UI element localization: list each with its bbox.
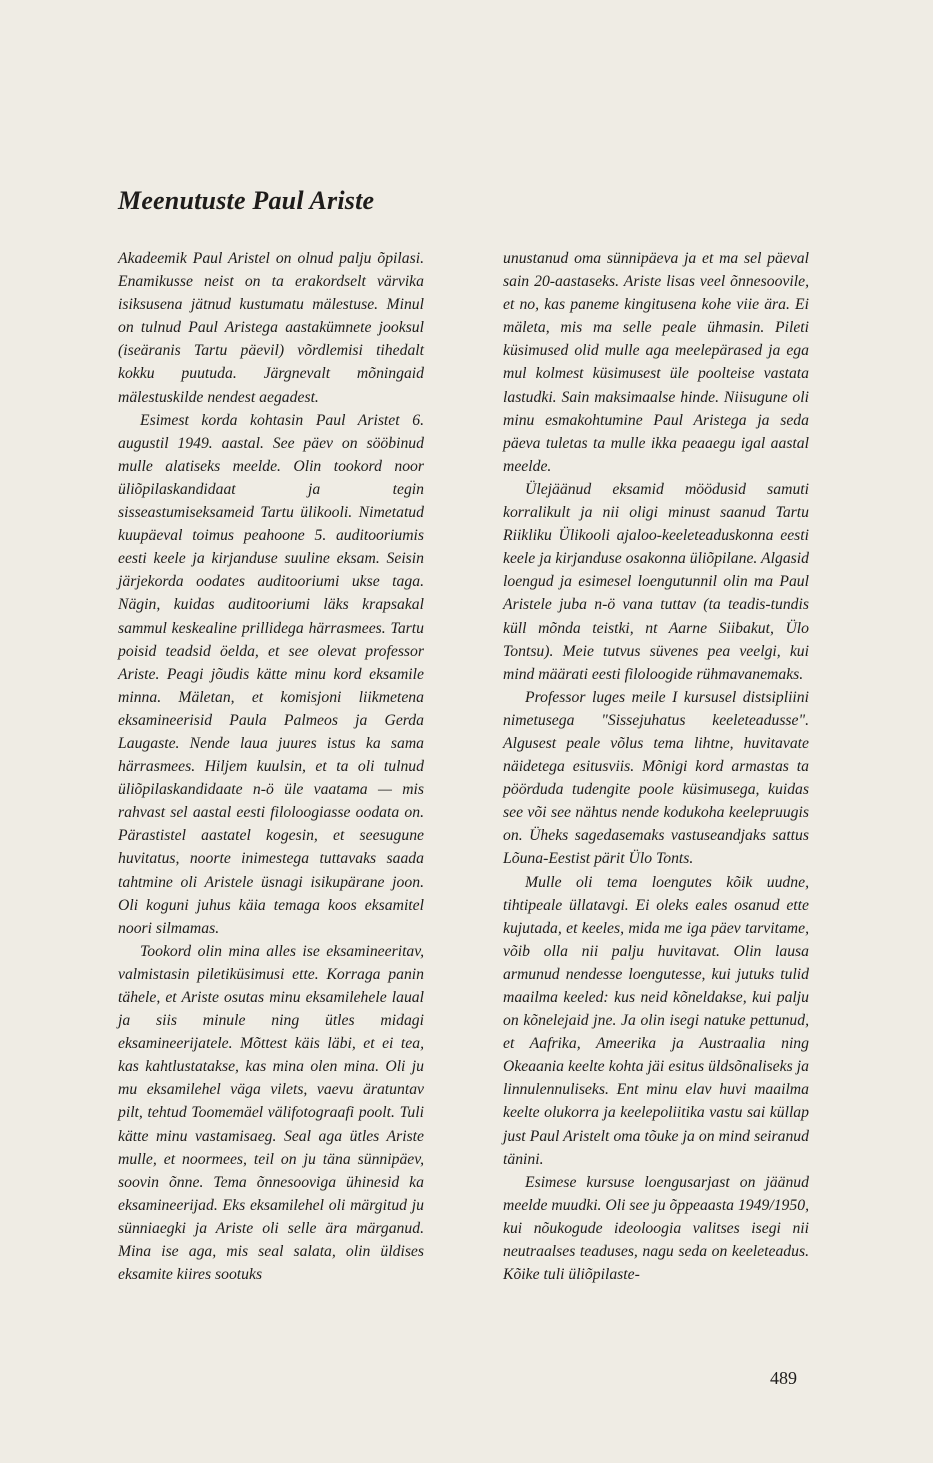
paragraph: unustanud oma sünnipäeva ja et ma sel päeval sain 20-aastaseks. Ariste lisas veel õnnesoovile, et no, kas paneme kingitusena kohe viie ära. Ei mäleta, mis ma selle peale ühmasin. Pileti küsimused olid mulle aga meelepärased ja ega mul kolmest küsimusest üle poolteise vastata lastudki. Sain maksimaalse hinde. Niisugune oli minu esmakohtumine Paul Aristega ja seda päeva tuletas ta mulle ikka peaaegu igal aastal meelde. <box>503 250 809 475</box>
left-column <box>118 247 424 1286</box>
paragraph: Esimest korda kohtasin Paul Aristet 6. augustil 1949. aastal. See päev on sööbinud mulle alatiseks meelde. Olin tookord noor üliõpilaskandidaat ja tegin sisseastumiseksameid Tartu ülikooli. Nimetatud kuupäeval toimus peahoone 5. auditooriumis eesti keele ja kirjanduse suuline eksam. Seisin järjekorda oodates auditooriumi ukse taga. Nägin, kuidas auditooriumi läks krapsakal sammul keskealine prillidega härrasmees. Tartu poisid teadsid öelda, et see olevat professor Ariste. Peagi jõudis kätte minu kord eksamile minna. Mäletan, et komisjoni liikmetena eksamineerisid Paula Palmeos ja Gerda Laugaste. Nende laua juures istus ka sama härrasmees. Hiljem kuulsin, et ta oli tulnud üliõpilaskandidaate n-ö üle vaatama — mis rahvast sel aastal eesti filoloogiasse oodata on. Pärastistel aastatel kogesin, et seesugune huvitatus, noorte inimestega tuttavaks saada tahtmine oli Aristele üsnagi isikupärane joon. Oli koguni juhus käia temaga koos eksamitel noori silmamas. <box>118 411 424 937</box>
article-title: Meenutuste Paul Ariste <box>118 186 375 215</box>
right-column <box>503 247 809 1286</box>
paragraph: Tookord olin mina alles ise eksamineeritav, valmistasin piletiküsimusi ette. Korraga panin tähele, et Ariste osutas minu eksamilehele laual ja siis minule ning ütles midagi eksamineerijatele. Mõttest käis läbi, et ei tea, kas kahtlustatakse, kas mina olen mina. Oli ju mu eksamilehel väga vilets, vaevu äratuntav pilt, tehtud Toomemäel välifotograafi poolt. Tuli kätte minu vastamisaeg. Seal aga ütles Ariste mulle, et noormees, teil on ju täna sünnipäev, soovin õnne. Tema õnnesooviga ühinesid ka eksamineerijad. Eks eksamilehel oli märgitud ju sünniaegki ja Ariste oli selle ära märganud. Mina ise aga, mis seal salata, olin üldises eksamite kiires sootuks <box>118 942 424 1284</box>
paragraph: Professor luges meile I kursusel distsipliini nimetusega "Sissejuhatus keeleteadusse". Algusest peale võlus tema lihtne, huvitavate näidetega esitusviis. Mõnigi kord armastas ta pöörduda tudengite poole küsimusega, kuidas see või see nähtus nende kodukoha keelepruugis on. Üheks sagedasemaks vastuseandjaks sattus Lõuna-Eestist pärit Ülo Tonts. <box>503 688 809 868</box>
paragraph: Akadeemik Paul Aristel on olnud palju õpilasi. Enamikusse neist on ta erakordselt värvika isiksusena jätnud kustumatu mälestuse. Minul on tulnud Paul Aristega aastakümnete jooksul (iseäranis Tartu päevil) võrdlemisi tihedalt kokku puutuda. Järgnevalt mõningaid mälestuskilde nendest aegadest. <box>118 250 424 406</box>
paragraph: Mulle oli tema loengutes kõik uudne, tihtipeale üllatavgi. Ei oleks eales osanud ette kujutada, et keeles, mida me iga päev tarvitame, võib olla nii palju huvitavat. Olin lausa armunud nendesse loengutesse, kui jutuks tulid maailma keeled: kus neid kõneldakse, kui palju on kõnelejaid jne. Ja olin isegi natuke pettunud, et Aafrika, Ameerika ja Austraalia ning Okeaania keelte kohta jäi esitus üldsõnaliseks ja linnulennuliseks. Ent minu elav huvi maailma keelte olukorra ja keelepoliitika vastu sai küllap just Paul Aristelt oma tõuke ja on mind seiranud tänini. <box>503 873 809 1168</box>
page-number: 489 <box>770 1368 797 1388</box>
paragraph: Ülejäänud eksamid möödusid samuti korralikult ja nii oligi minust saanud Tartu Riikliku Ülikooli ajaloo-keeleteaduskonna eesti keele ja kirjanduse osakonna üliõpilane. Algasid loengud ja esimesel loengutunnil olin ma Paul Aristele juba n-ö vana tuttav (ta teadis-tundis küll mõnda teistki, nt Aarne Siibakut, Ülo Tontsu). Meie tutvus süvenes pea veelgi, kui mind määrati eesti filoloogide rühmavanemaks. <box>503 480 809 683</box>
paragraph: Esimese kursuse loengusarjast on jäänud meelde muudki. Oli see ju õppeaasta 1949/1950, kui nõukogude ideoloogia valitses isegi nii neutraalses teaduses, nagu seda on keeleteadus. Kõike tuli üliõpilaste- <box>503 1173 809 1284</box>
